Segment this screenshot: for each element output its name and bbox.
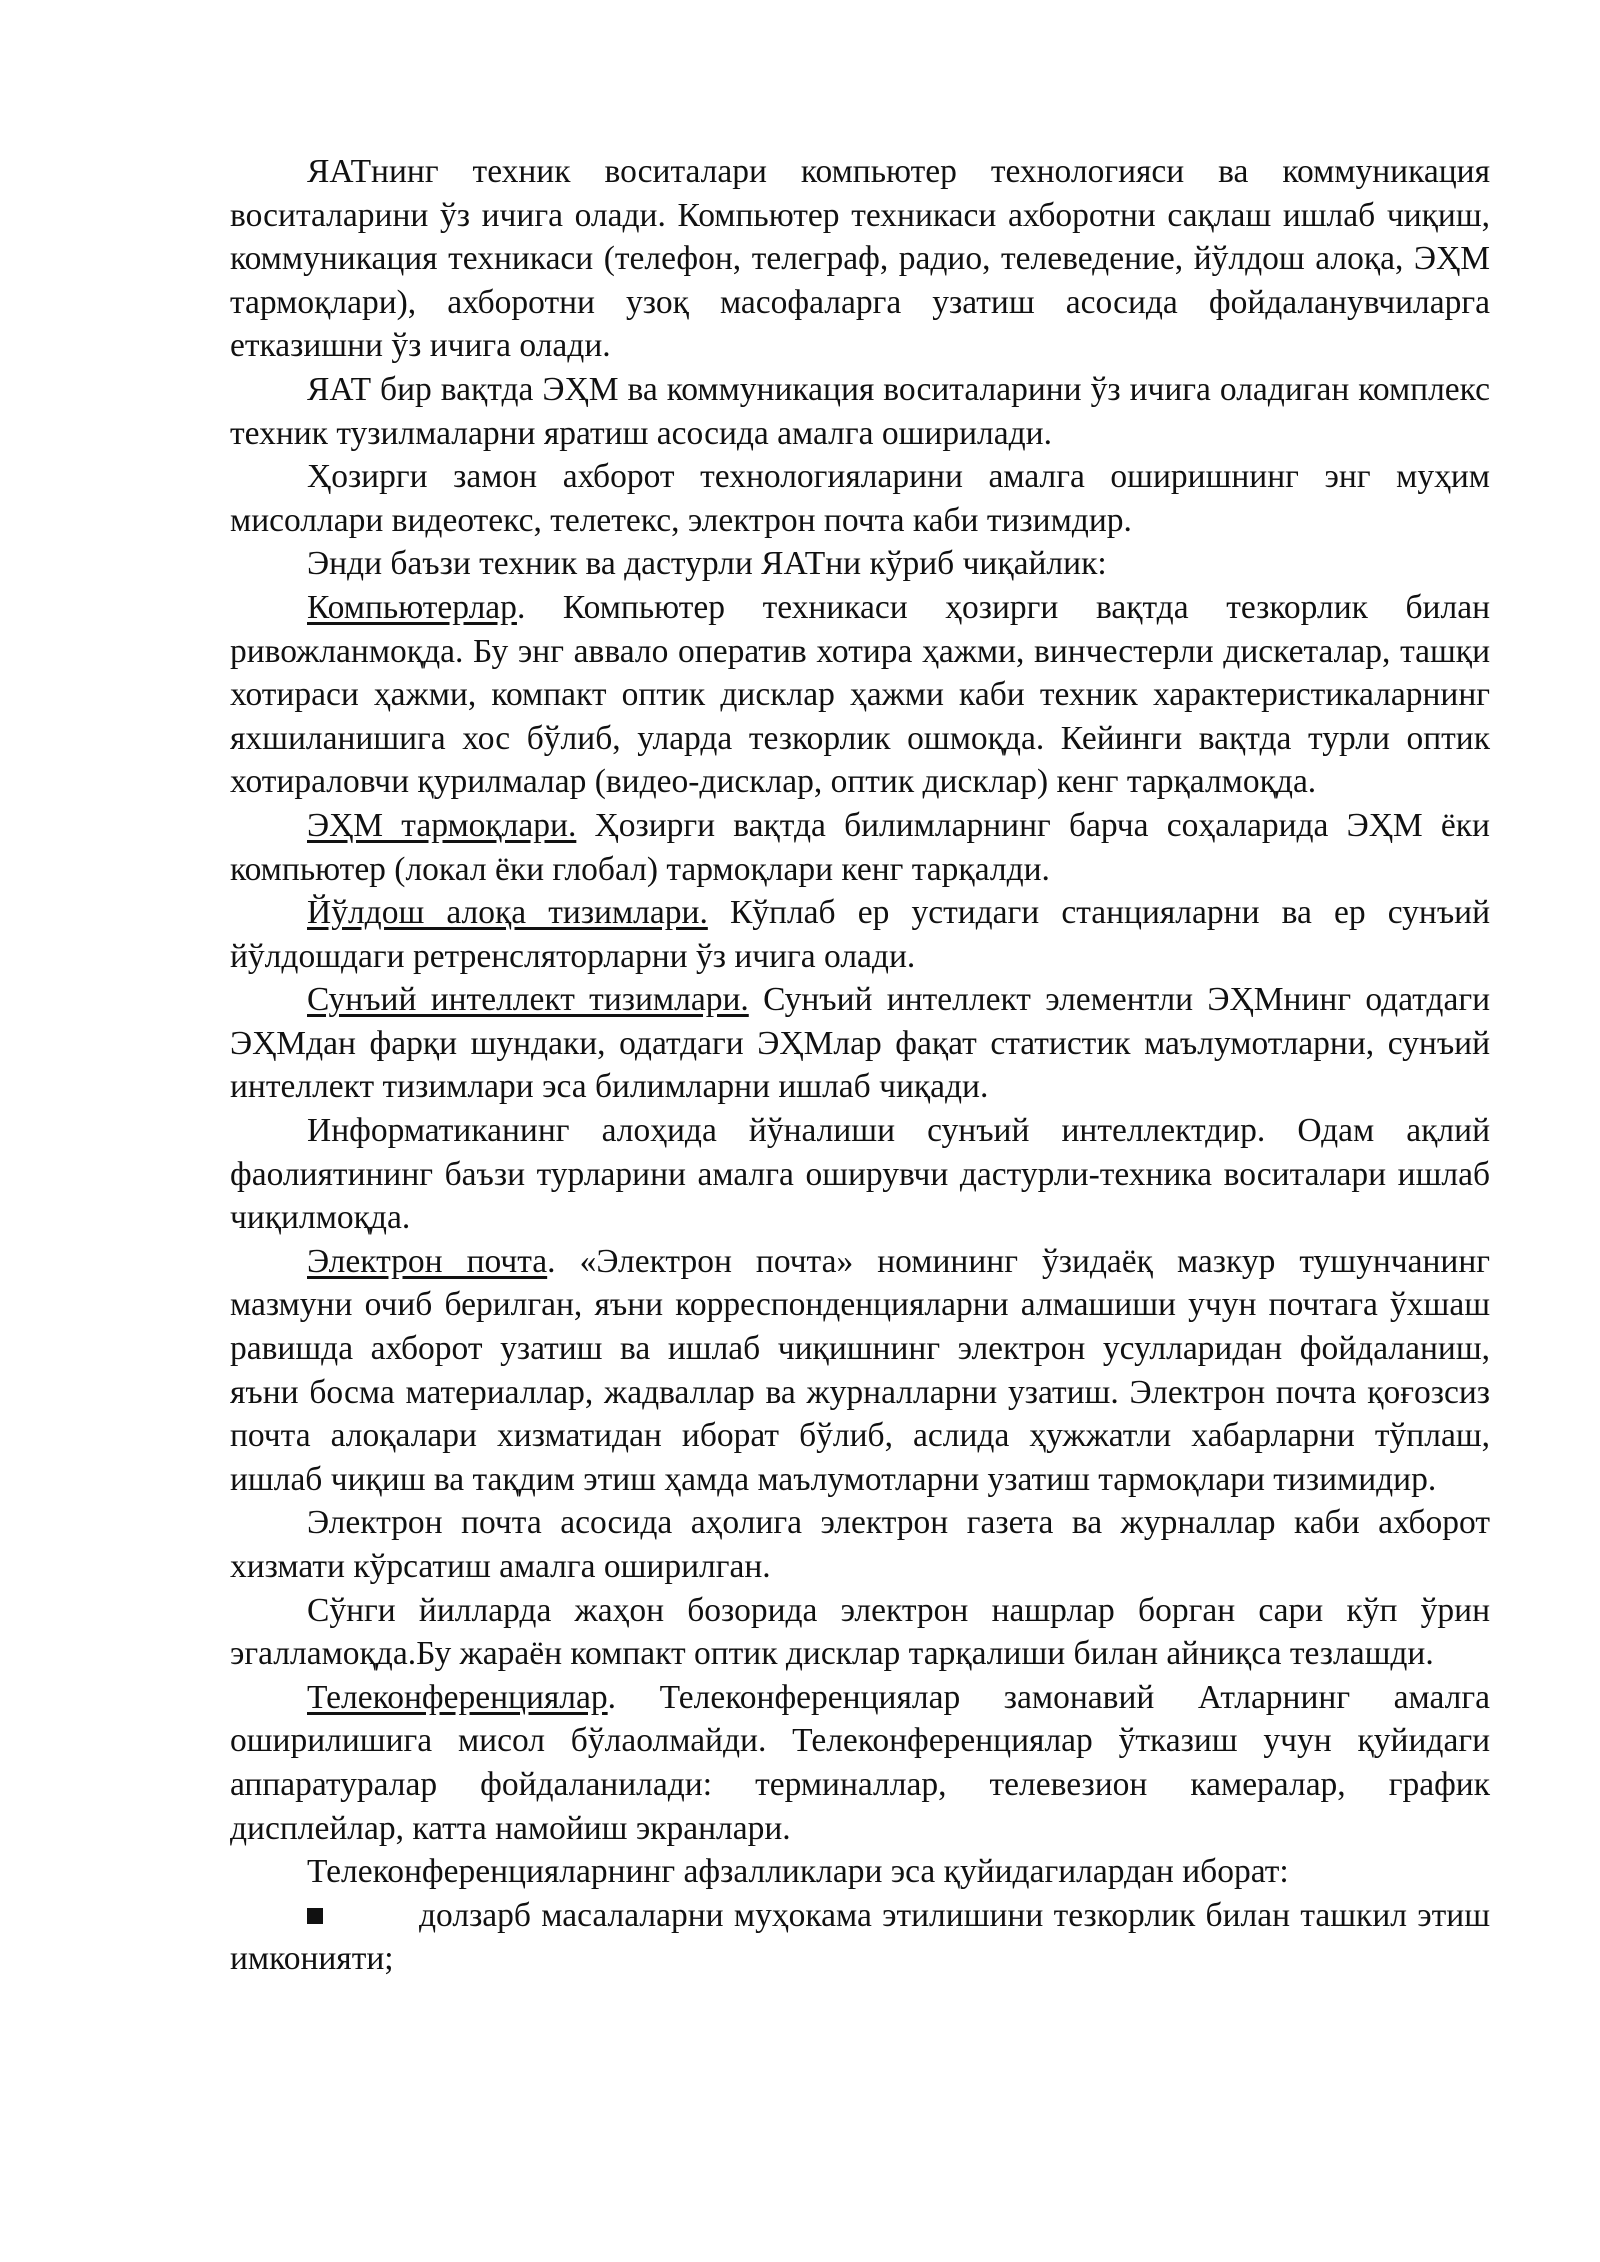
paragraph-informatics: Информатиканинг алоҳида йўналиши сунъий интеллектдир. Одам ақлий фаолиятининг баъзи турларини амалга оширувчи дастурли-техника воситалари ишлаб чиқилмоқда. [230, 1112, 1490, 1237]
term-satellite: Йўлдош алоқа тизимлари. [307, 894, 708, 932]
square-bullet-icon [307, 1908, 323, 1924]
bullet-item: долзарб масалаларни муҳокама этилишини тезкорлик билан ташкил этиш имконияти; [230, 1896, 1490, 1978]
paragraph-4: Энди баъзи техник ва дастурли ЯАТни кўриб чиқайлик: [307, 545, 1107, 583]
paragraph-1: ЯАТнинг техник воситалари компьютер технологияси ва коммуникация воситаларини ўз ичига олади. Компьютер техникаси ахборотни сақлаш ишлаб чиқиш, коммуникация техникаси (телефон, телеграф, радио, телеведение, йўлдош алоқа, ЭҲМ тармоқлари), ахборотни узоқ масофаларга узатиш асосида фойдаланувчиларга етказишни ўз ичига олади. [230, 153, 1490, 365]
paragraph-email-services: Электрон почта асосида аҳолига электрон газета ва журналлар каби ахборот хизмати кўрсатиш амалга оширилган. [230, 1504, 1490, 1585]
document-page [230, 150, 1490, 1981]
paragraph-satellite: Йўлдош алоқа тизимлари. Кўплаб ер устидаги станцияларни ва ер сунъий йўлдошдаги ретренсляторларни ўз ичига олади. [230, 894, 1490, 975]
paragraph-email: Электрон почта. «Электрон почта» номининг ўзидаёқ мазкур тушунчанинг мазмуни очиб берилган, яъни корреспонденцияларни алмашиши учун почтага ўхшаш равишда ахборот узатиш ва ишлаб чиқишнинг электрон усулларидан фойдаланиш, яъни босма материаллар, жадваллар ва журналларни узатиш. Электрон почта қоғозсиз почта алоқалари хизматидан иборат бўлиб, аслида ҳужжатли хабарларни тўплаш, ишлаб чиқиш ва тақдим этиш ҳамда маълумотларни узатиш тармоқлари тизимидир. [230, 1242, 1490, 1498]
term-ai-systems: Сунъий интеллект тизимлари. [307, 981, 749, 1019]
term-networks: ЭҲМ тармоқлари. [307, 806, 577, 844]
paragraph-networks: ЭҲМ тармоқлари. Ҳозирги вақтда билимларнинг барча соҳаларида ЭҲМ ёки компьютер (локал ёки глобал) тармоқлари кенг тарқалди. [230, 806, 1490, 888]
paragraph-2: ЯАТ бир вақтда ЭҲМ ва коммуникация воситаларини ўз ичига оладиган комплекс техник тузилмаларни яратиш асосида амалга оширилади. [230, 370, 1490, 452]
term-email: Электрон почта [307, 1242, 548, 1280]
paragraph-advantages: Телеконференцияларнинг афзалликлари эса қуйидагилардан иборат: [307, 1853, 1289, 1891]
paragraph-teleconferences: Телеконференциялар. Телеконференциялар замонавий Атларнинг амалга оширилишига мисол бўлаолмайди. Телеконференциялар ўтказиш учун қуйидаги аппаратуралар фойдаланилади: терминаллар, телевезион камералар, график дисплейлар, катта намойиш экранлари. [230, 1678, 1490, 1847]
term-computers: Компьютерлар [307, 588, 517, 626]
paragraph-publications: Сўнги йилларда жаҳон бозорида электрон нашрлар борган сари кўп ўрин эгалламоқда.Бу жараён компакт оптик дисклар тарқалиши билан айниқса тезлашди. [230, 1591, 1490, 1673]
term-teleconferences: Телеконференциялар [307, 1678, 608, 1716]
paragraph-ai-systems: Сунъий интеллект тизимлари. Сунъий интеллект элементли ЭҲМнинг одатдаги ЭҲМдан фарқи шундаки, одатдаги ЭҲМлар фақат статистик маълумотларни, сунъий интеллект тизимлари эса билимларни ишлаб чиқади. [230, 981, 1491, 1106]
paragraph-computers: Компьютерлар. Компьютер техникаси ҳозирги вақтда тезкорлик билан ривожланмоқда. Бу энг аввало оператив хотира ҳажми, винчестерли дискеталар, ташқи хотираси ҳажми, компакт оптик дисклар ҳажми каби техник характеристикаларнинг яхшиланишига хос бўлиб, уларда тезкорлик ошмоқда. Кейинги вақтда турли оптик хотираловчи қурилмалар (видео-дисклар, оптик дисклар) кенг тарқалмоқда. [230, 588, 1490, 801]
paragraph-3: Ҳозирги замон ахборот технологияларини амалга оширишнинг энг муҳим мисоллари видеотекс, телетекс, электрон почта каби тизимдир. [230, 458, 1490, 539]
